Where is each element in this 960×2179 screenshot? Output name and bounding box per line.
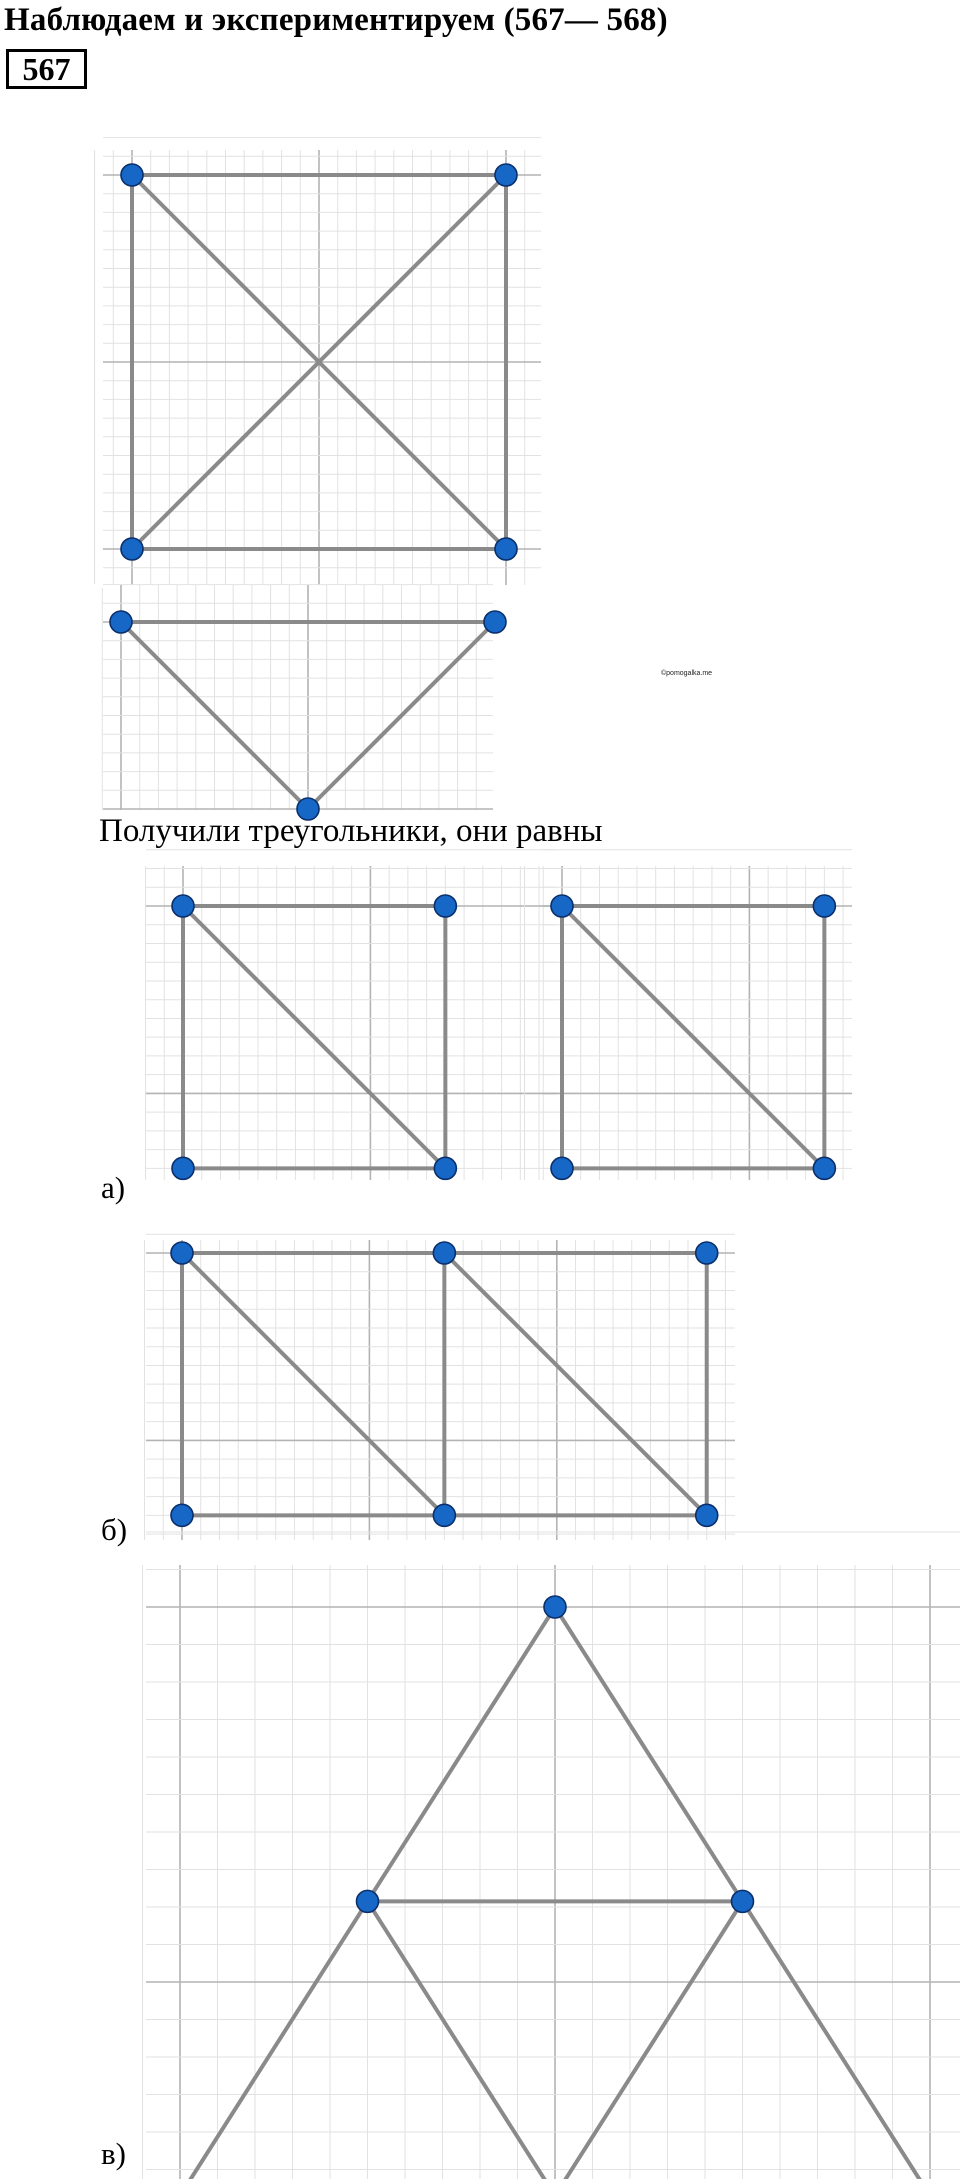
figure-gap [0, 584, 103, 588]
variant-b-vertex-0 [171, 1242, 193, 1264]
variant-a-right-vertex-0 [551, 895, 573, 917]
folded-triangle-vertex-0 [110, 611, 132, 633]
variant-b-vertex-4 [433, 1504, 455, 1526]
page-title: Наблюдаем и экспериментируем (567— 568) [4, 2, 668, 38]
task-number-badge: 567 [6, 49, 87, 89]
variant-b-vertex-2 [696, 1242, 718, 1264]
square-with-diagonals-vertex-3 [121, 538, 143, 560]
variant-a-right-grid [525, 850, 852, 1180]
variant-v-grid [143, 1532, 960, 2179]
variant-a-left-vertex-0 [172, 895, 194, 917]
variant-a-left-vertex-3 [172, 1157, 194, 1179]
variant-b-vertex-3 [696, 1504, 718, 1526]
variant-a-right-vertex-3 [551, 1157, 573, 1179]
square-with-diagonals-vertex-2 [495, 538, 517, 560]
variant-v-label: в) [101, 2136, 126, 2171]
variant-v-edge-5 [555, 1901, 743, 2179]
variant-a-left-vertex-2 [434, 1157, 456, 1179]
variant-a-left-grid [146, 850, 557, 1180]
variant-a-label: а) [101, 1170, 126, 1205]
caption-triangles-equal: Получили треугольники, они равны [99, 813, 603, 849]
folded-triangle-grid [102, 585, 493, 810]
variant-b-vertex-5 [171, 1504, 193, 1526]
variant-a-left-vertex-1 [434, 895, 456, 917]
watermark-text: ©pomogalka.me [661, 670, 713, 677]
variant-b-vertex-1 [433, 1242, 455, 1264]
variant-v-vertex-0 [544, 1596, 566, 1618]
square-with-diagonals-vertex-0 [121, 164, 143, 186]
square-with-diagonals-vertex-1 [495, 164, 517, 186]
variant-a-right-vertex-2 [813, 1157, 835, 1179]
folded-triangle-vertex-1 [484, 611, 506, 633]
variant-b-grid [145, 1234, 735, 1540]
variant-a-right-vertex-1 [813, 895, 835, 917]
variant-v-vertex-1 [357, 1890, 379, 1912]
variant-v-edge-4 [368, 1901, 556, 2179]
variant-v-vertex-2 [732, 1890, 754, 1912]
variant-b-label: б) [101, 1512, 128, 1547]
